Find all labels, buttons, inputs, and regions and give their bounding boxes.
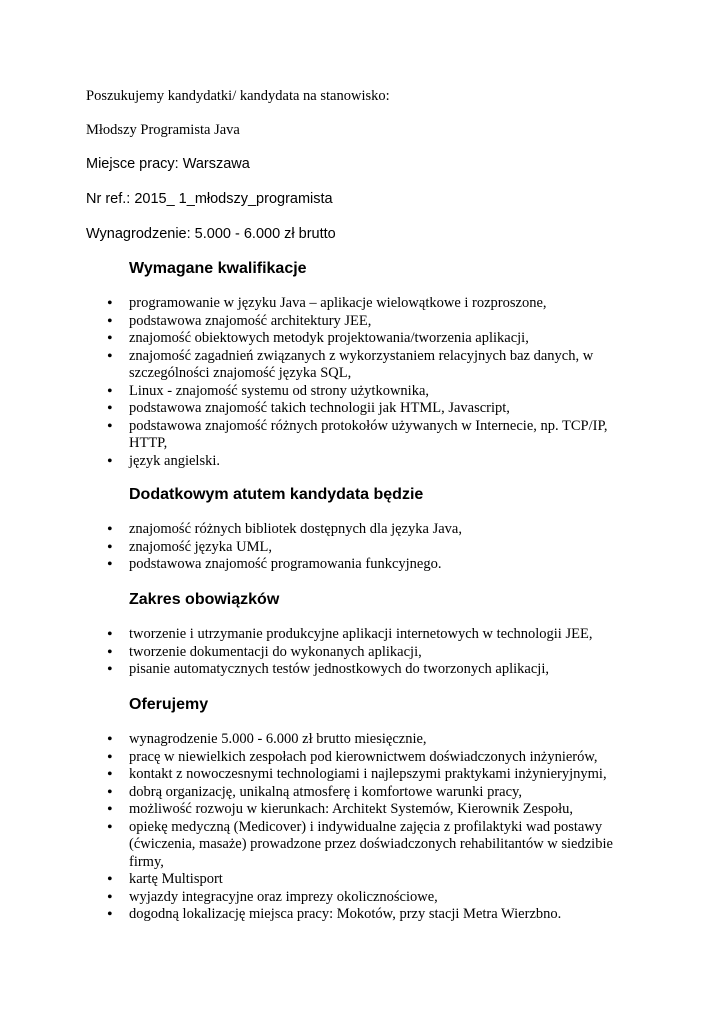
- offer-list: [0, 731, 625, 924]
- list-item: • Linux - znajomość systemu od strony użytkownika,: [0, 383, 625, 401]
- list-item: • kontakt z nowoczesnymi technologiami i najlepszymi praktykami inżynieryjnymi,: [0, 766, 625, 784]
- list-item: • możliwość rozwoju w kierunkach: Architekt Systemów, Kierownik Zespołu,: [0, 801, 625, 819]
- list-item: • wyjazdy integracyjne oraz imprezy okolicznościowe,: [0, 889, 625, 907]
- list-item: • podstawowa znajomość takich technologii jak HTML, Javascript,: [0, 400, 625, 418]
- salary-text: Wynagrodzenie: 5.000 - 6.000 zł brutto: [86, 226, 336, 242]
- list-item: • podstawowa znajomość architektury JEE,: [0, 313, 625, 331]
- list-item: • pracę w niewielkich zespołach pod kierownictwem doświadczonych inżynierów,: [0, 749, 625, 767]
- list-item: • kartę Multisport: [0, 871, 625, 889]
- list-item: • dobrą organizację, unikalną atmosferę i komfortowe warunki pracy,: [0, 784, 625, 802]
- list-item: • znajomość języka UML,: [0, 539, 625, 557]
- list-item: • tworzenie i utrzymanie produkcyjne aplikacji internetowych w technologii JEE,: [0, 626, 625, 644]
- requirements-list: [0, 295, 625, 470]
- advantages-list: [0, 521, 625, 574]
- list-item: • język angielski.: [0, 453, 625, 471]
- reference-text: Nr ref.: 2015_ 1_młodszy_programista: [86, 191, 333, 207]
- list-item: • tworzenie dokumentacji do wykonanych aplikacji,: [0, 644, 625, 662]
- list-item: • znajomość obiektowych metodyk projektowania/tworzenia aplikacji,: [0, 330, 625, 348]
- list-item: • znajomość różnych bibliotek dostępnych dla języka Java,: [0, 521, 625, 539]
- location-text: Miejsce pracy: Warszawa: [86, 156, 250, 172]
- section-heading-requirements: Wymagane kwalifikacje: [129, 260, 307, 277]
- intro-text: Poszukujemy kandydatki/ kandydata na stanowisko:: [86, 88, 390, 104]
- list-item: • opiekę medyczną (Medicover) i indywidualne zajęcia z profilaktyki wad postawy (ćwiczenia, masaże) prowadzone przez doświadczonych rehabilitantów w siedzibie firmy,: [0, 819, 625, 872]
- position-title: Młodszy Programista Java: [86, 122, 240, 138]
- section-heading-duties: Zakres obowiązków: [129, 591, 280, 608]
- list-item: • znajomość zagadnień związanych z wykorzystaniem relacyjnych baz danych, w szczególności znajomość języka SQL,: [0, 348, 625, 383]
- list-item: • wynagrodzenie 5.000 - 6.000 zł brutto miesięcznie,: [0, 731, 625, 749]
- list-item: • pisanie automatycznych testów jednostkowych do tworzonych aplikacji,: [0, 661, 625, 679]
- section-heading-advantages: Dodatkowym atutem kandydata będzie: [129, 486, 424, 503]
- duties-list: [0, 626, 625, 679]
- list-item: • podstawowa znajomość różnych protokołów używanych w Internecie, np. TCP/IP, HTTP,: [0, 418, 625, 453]
- section-heading-offer: Oferujemy: [129, 696, 209, 713]
- list-item: • programowanie w języku Java – aplikacje wielowątkowe i rozproszone,: [0, 295, 625, 313]
- list-item: • dogodną lokalizację miejsca pracy: Mokotów, przy stacji Metra Wierzbno.: [0, 906, 625, 924]
- list-item: • podstawowa znajomość programowania funkcyjnego.: [0, 556, 625, 574]
